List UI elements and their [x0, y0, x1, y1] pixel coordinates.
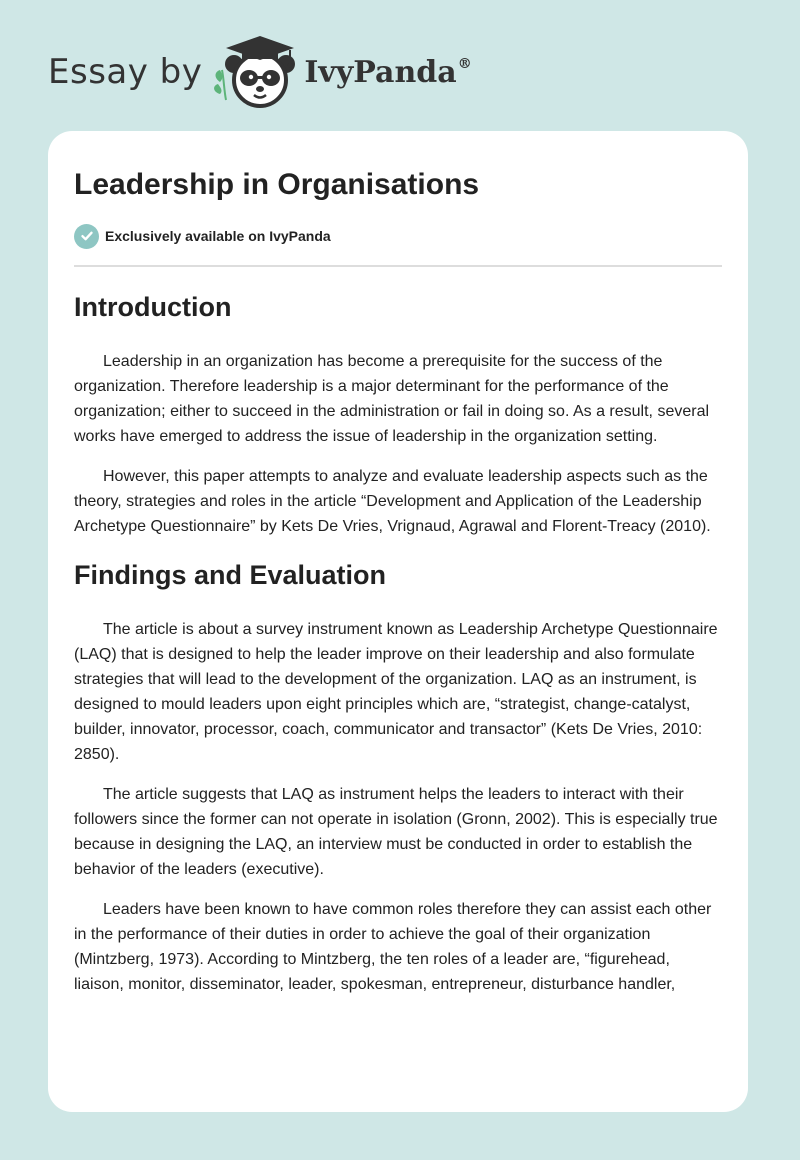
paragraph: The article is about a survey instrument known as Leadership Archetype Questionnaire (LAQ) that is designed to help the leader improve on their leadership and also formulate strategies that will lead to the development of the organization. LAQ as an instrument, is designed to mould leaders upon eight principles which are, “strategist, change-catalyst, builder, innovator, processor, coach, communicator and transactor” (Kets De Vries, 2010: 2850).: [74, 621, 718, 763]
paragraph: However, this paper attempts to analyze and evaluate leadership aspects such as the theory, strategies and roles in the article “Development and Application of the Leadership Archetype Questionnaire” by Kets De Vries, Vrignaud, Agrawal and Florent-Treacy (2010).: [74, 468, 711, 535]
section-heading: Findings and Evaluation: [74, 560, 387, 590]
registered-mark: ®: [457, 55, 472, 72]
essay-title: Leadership in Organisations: [74, 168, 480, 201]
check-circle-icon: [74, 224, 99, 249]
exclusive-badge: [74, 223, 722, 249]
panda-logo-icon: [210, 34, 302, 110]
section-heading: Introduction: [74, 292, 232, 322]
paragraph: The article suggests that LAQ as instrument helps the leaders to interact with their followers since the former can not operate in isolation (Gronn, 2002). This is especially true because in designing the LAQ, an interview must be conducted in order to establish the behavior of the leaders (executive).: [74, 786, 718, 878]
exclusive-label: Exclusively available on IvyPanda: [105, 228, 331, 244]
section-findings: [74, 559, 722, 997]
section-introduction: [74, 291, 722, 539]
brand-prefix: Essay by: [48, 52, 203, 92]
brand-header[interactable]: [48, 34, 472, 110]
paragraph: Leaders have been known to have common roles therefore they can assist each other in the performance of their duties in order to achieve the goal of their organization (Mintzberg, 1973). According to Mintzberg, the ten roles of a leader are, “figurehead, liaison, monitor, disseminator, leader, spokesman, entrepreneur, disturbance handler,: [74, 901, 712, 993]
brand-name: IvyPanda®: [304, 54, 472, 90]
paragraph: Leadership in an organization has become a prerequisite for the success of the organization. Therefore leadership is a major determinant for the performance of the organization; either to succeed in the administration or fail in doing so. As a result, several works have emerged to address the issue of leadership in the organization setting.: [74, 353, 710, 445]
divider: [74, 265, 722, 267]
essay-card: [48, 131, 748, 1112]
